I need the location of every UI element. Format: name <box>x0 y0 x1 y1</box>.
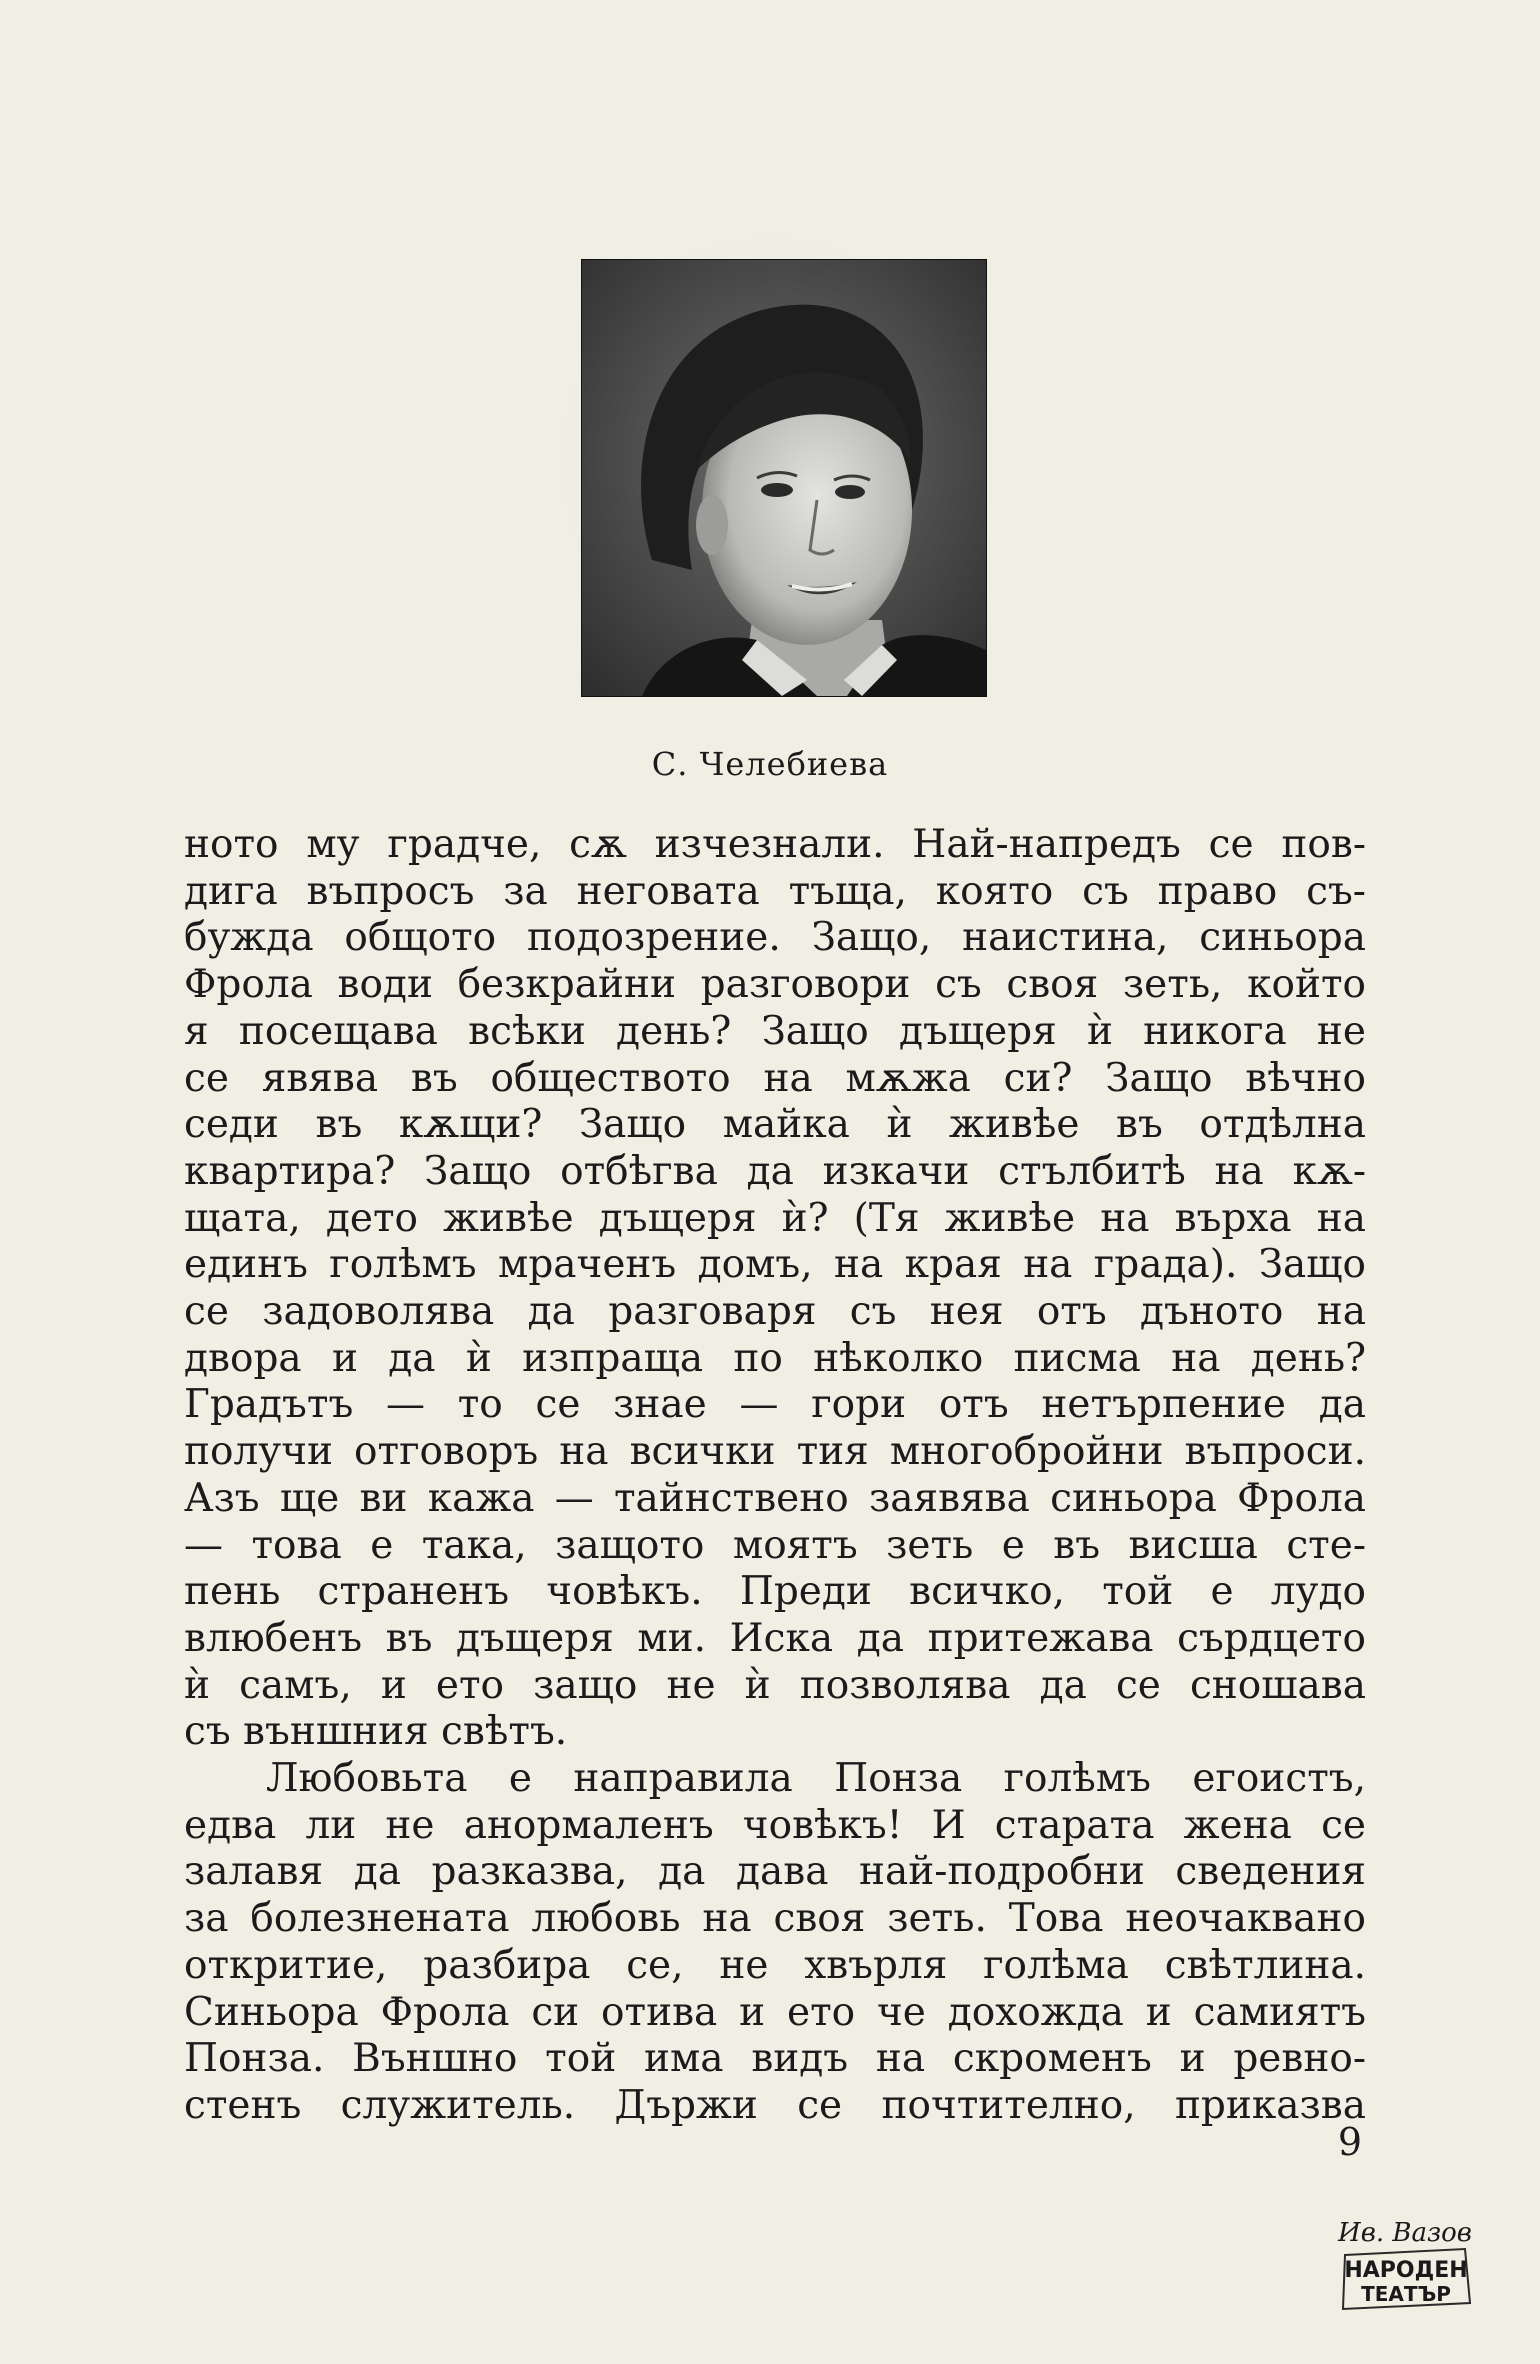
page-number: 9 <box>1337 2120 1362 2164</box>
stamp-line1: НАРОДЕН <box>1344 2258 1468 2283</box>
text-line: пень страненъ човѣкъ. Преди всичко, той е лудо <box>184 1569 1366 1615</box>
text-line: залавя да разказва, да дава най-подробни сведения <box>184 1849 1366 1895</box>
text-line: двора и да ѝ изпраща по нѣколко писма на день? <box>184 1335 1366 1381</box>
text-line: едва ли не анормаленъ човѣкъ! И старата жена се <box>184 1802 1366 1848</box>
text-line: дига въпросъ за неговата тъща, която съ право съ- <box>184 868 1366 914</box>
text-line: откритие, разбира се, не хвърля голѣма свѣтлина. <box>184 1942 1366 1988</box>
text-line: квартира? Защо отбѣгва да изкачи стълбитѣ на кѫ- <box>184 1148 1366 1194</box>
text-line: единъ голѣмъ мраченъ домъ, на края на града). Защо <box>184 1242 1366 1288</box>
text-line: се явява въ обществото на мѫжа си? Защо вѣчно <box>184 1055 1366 1101</box>
portrait-photo <box>582 260 986 696</box>
text-line: се задоволява да разговаря съ нея отъ дъното на <box>184 1289 1366 1335</box>
text-line: — това е така, защото моятъ зеть е въ висша сте- <box>184 1522 1366 1568</box>
text-line: стенъ служитель. Държи се почтително, приказва <box>184 2082 1366 2128</box>
text-line: я посещава всѣки день? Защо дъщеря ѝ никога не <box>184 1008 1366 1054</box>
text-line: седи въ кѫщи? Защо майка ѝ живѣе въ отдѣлна <box>184 1102 1366 1148</box>
stamp-line2: ТЕАТЪР <box>1361 2282 1451 2306</box>
text-line: ното му градче, сѫ изчезнали. Най-напредъ се пов- <box>184 822 1366 867</box>
body-text <box>184 822 1366 2130</box>
text-line: за болезненaта любовь на своя зеть. Това неочаквано <box>184 1896 1366 1942</box>
text-line: влюбенъ въ дъщеря ми. Иска да притежава сърдцето <box>184 1615 1366 1661</box>
photo-caption: С. Челебиева <box>651 745 889 783</box>
text-line: Понза. Външно той има видъ на скроменъ и ревно- <box>184 2036 1366 2082</box>
text-line: щата, дето живѣе дъщеря ѝ? (Тя живѣе на върха на <box>184 1195 1366 1241</box>
text-line: Синьора Фрола си отива и ето че дохожда и самиятъ <box>184 1989 1366 2035</box>
text-line: Любовьта е направила Понза голѣмъ егоистъ, <box>266 1756 1366 1802</box>
text-line: ѝ самъ, и ето защо не ѝ позволява да се сношава <box>184 1662 1366 1708</box>
text-line: Градътъ — то се знае — гори отъ нетърпение да <box>184 1382 1366 1428</box>
stamp-signature: Ив. Вазов <box>1338 2218 1472 2248</box>
text-line: съ външния свѣтъ. <box>184 1709 568 1755</box>
text-line: получи отговоръ на всички тия многобройни въпроси. <box>184 1429 1366 1475</box>
library-stamp <box>1325 2205 1485 2320</box>
portrait-illustration <box>582 260 986 696</box>
text-line: бужда общото подозрение. Защо, наистина, синьора <box>184 915 1366 961</box>
text-line: Фрола води безкрайни разговори съ своя зеть, който <box>184 962 1366 1008</box>
text-line: Азъ ще ви кажа — тайнствено заявява синьора Фрола <box>184 1475 1366 1521</box>
